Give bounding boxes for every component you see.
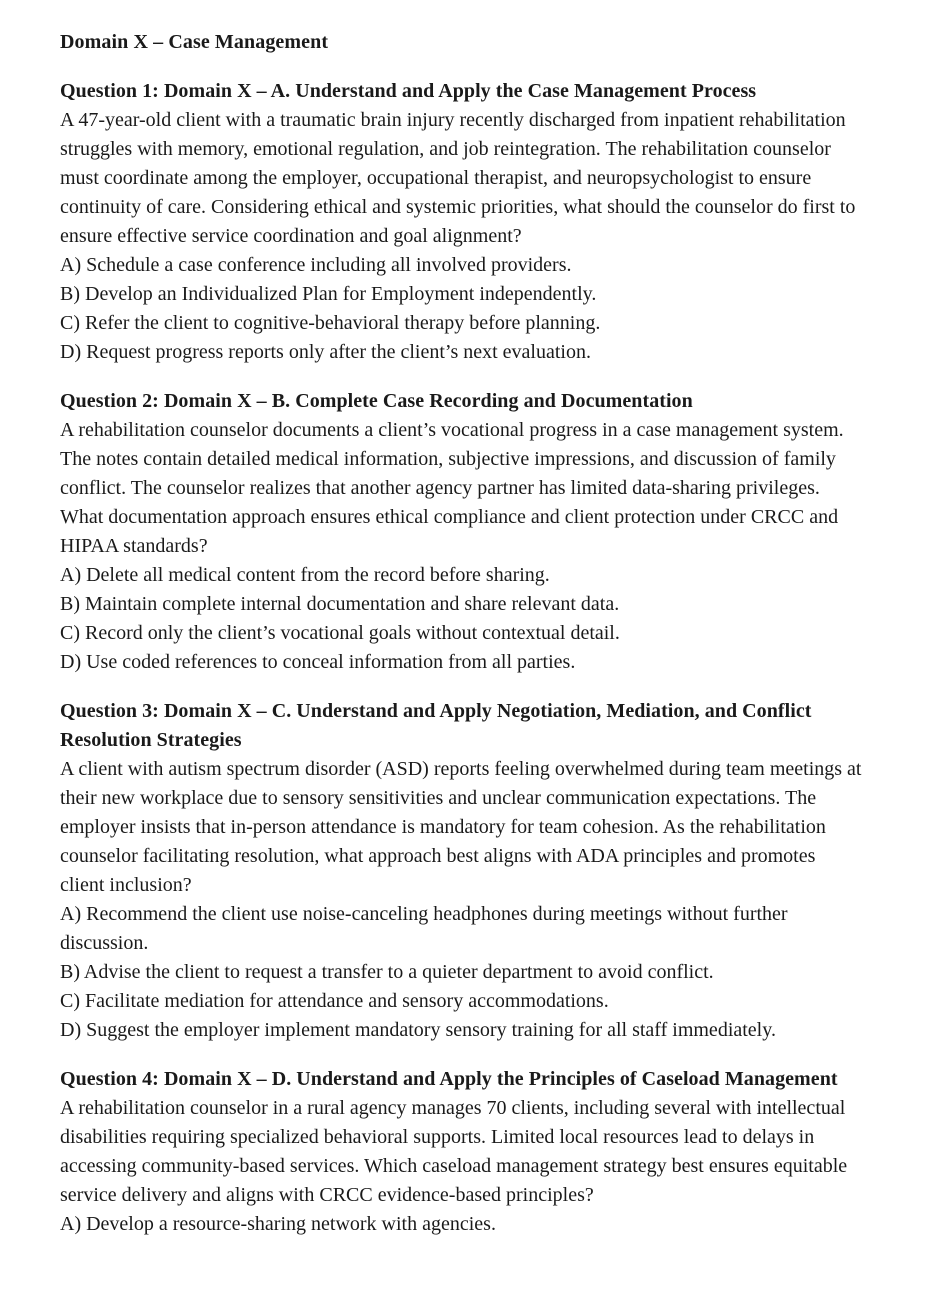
question-stem: A 47-year-old client with a traumatic brain injury recently discharged from inpatient rehabilitation struggles with memory, emotional regulation, and job reintegration. The rehabilitation counselor must coordinate among the employer, occupational therapist, and neuropsychologist to ensure continuity of care. Considering ethical and systemic priorities, what should the counselor do first to ensure effective service coordination and goal alignment?: [60, 109, 856, 247]
question-stem: A client with autism spectrum disorder (ASD) reports feeling overwhelmed during team meetings at their new workplace due to sensory sensitivities and unclear communication expectations. The employer insists that in-person attendance is mandatory for team cohesion. As the rehabilitation counselor facilitating resolution, what approach best aligns with ADA principles and promotes client inclusion?: [60, 758, 862, 896]
answer-options: [60, 900, 862, 1045]
question-block: [60, 387, 862, 677]
page-title: Domain X – Case Management: [60, 31, 329, 53]
answer-option[interactable]: B) Advise the client to request a transfer to a quieter department to avoid conflict.: [60, 961, 714, 983]
answer-option[interactable]: D) Use coded references to conceal information from all parties.: [60, 651, 576, 673]
question-block: [60, 77, 862, 367]
question-heading: Question 3: Domain X – C. Understand and Apply Negotiation, Mediation, and Conflict Resolution Strategies: [60, 700, 812, 751]
answer-option[interactable]: D) Request progress reports only after the client’s next evaluation.: [60, 341, 591, 363]
answer-option[interactable]: D) Suggest the employer implement mandatory sensory training for all staff immediately.: [60, 1019, 776, 1041]
answer-option[interactable]: B) Develop an Individualized Plan for Employment independently.: [60, 283, 597, 305]
answer-option[interactable]: C) Facilitate mediation for attendance and sensory accommodations.: [60, 990, 609, 1012]
answer-options: [60, 251, 862, 367]
question-block: [60, 1065, 862, 1239]
answer-option[interactable]: A) Schedule a case conference including all involved providers.: [60, 254, 572, 276]
answer-option[interactable]: C) Refer the client to cognitive-behavioral therapy before planning.: [60, 312, 601, 334]
answer-option[interactable]: C) Record only the client’s vocational goals without contextual detail.: [60, 622, 620, 644]
answer-option[interactable]: A) Develop a resource-sharing network with agencies.: [60, 1213, 496, 1235]
question-heading: Question 2: Domain X – B. Complete Case Recording and Documentation: [60, 390, 693, 412]
question-block: [60, 697, 862, 1045]
answer-option[interactable]: B) Maintain complete internal documentation and share relevant data.: [60, 593, 620, 615]
question-stem: A rehabilitation counselor documents a client’s vocational progress in a case management system. The notes contain detailed medical information, subjective impressions, and discussion of family conflict. The counselor realizes that another agency partner has limited data-sharing privileges. What documentation approach ensures ethical compliance and client protection under CRCC and HIPAA standards?: [60, 419, 844, 557]
answer-option[interactable]: A) Delete all medical content from the record before sharing.: [60, 564, 550, 586]
question-heading: Question 4: Domain X – D. Understand and Apply the Principles of Caseload Management: [60, 1068, 838, 1090]
question-stem: A rehabilitation counselor in a rural agency manages 70 clients, including several with intellectual disabilities requiring specialized behavioral supports. Limited local resources lead to delays in accessing community-based services. Which caseload management strategy best ensures equitable service delivery and aligns with CRCC evidence-based principles?: [60, 1097, 848, 1206]
answer-options: [60, 561, 862, 677]
answer-option[interactable]: A) Recommend the client use noise-canceling headphones during meetings without further discussion.: [60, 903, 788, 954]
answer-options: [60, 1210, 862, 1239]
question-heading: Question 1: Domain X – A. Understand and Apply the Case Management Process: [60, 80, 757, 102]
